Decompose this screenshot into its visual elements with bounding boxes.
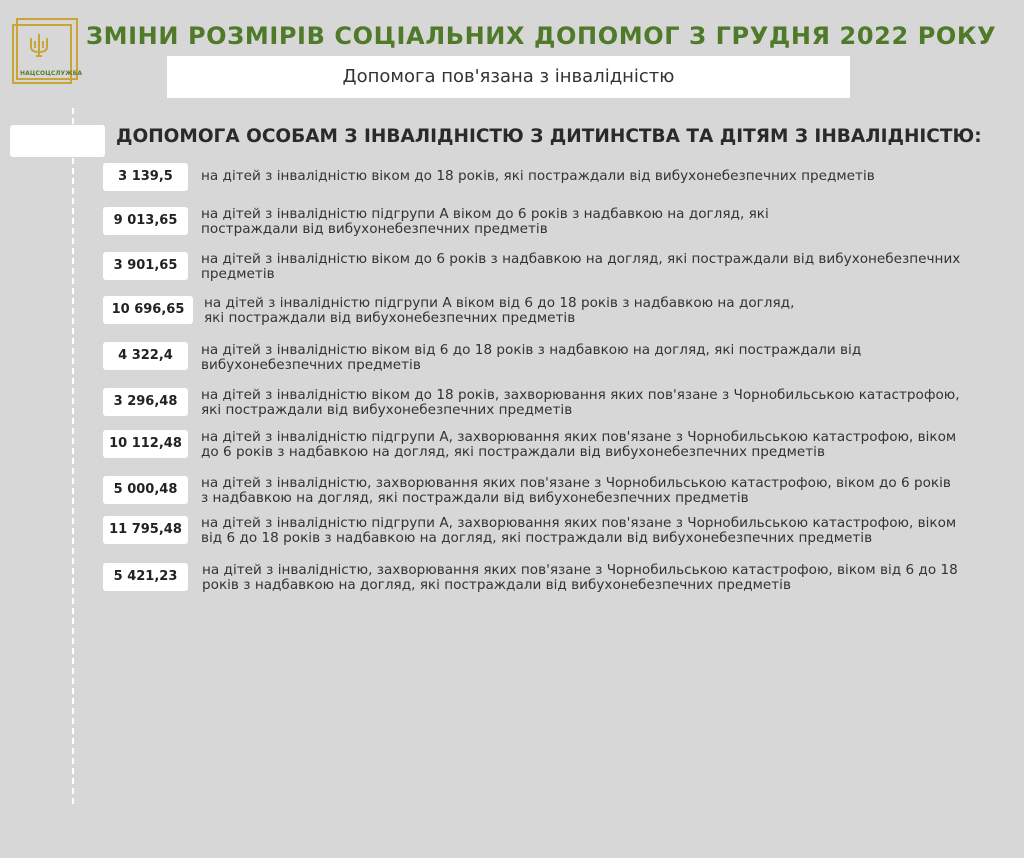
amount-badge: 10 696,65: [103, 296, 193, 324]
amount-badge: 5 421,23: [103, 563, 188, 591]
item-description-line: які постраждали від вибухонебезпечних предметів: [201, 402, 573, 418]
amount-badge: 9 013,65: [103, 207, 188, 235]
item-description: [201, 207, 769, 237]
item-description: [201, 169, 875, 184]
item-description-line: на дітей з інвалідністю підгрупи А, захворювання яких пов'язане з Чорнобильською катастрофою, віком: [201, 515, 957, 531]
item-description-line: з надбавкою на догляд, які постраждали від вибухонебезпечних предметів: [201, 490, 749, 506]
amount-badge: 3 139,5: [103, 163, 188, 191]
item-description-line: на дітей з інвалідністю, захворювання яких пов'язане з Чорнобильською катастрофою, віком від 6 до 18: [202, 562, 958, 578]
item-description: [201, 430, 956, 460]
item-description-line: років з надбавкою на догляд, які постраждали від вибухонебезпечних предметів: [202, 577, 791, 593]
amount-badge: 10 112,48: [103, 430, 188, 458]
item-description: [201, 252, 960, 282]
trident-icon: [26, 32, 52, 58]
item-description: [201, 388, 960, 418]
item-description: [201, 343, 861, 373]
item-description: [201, 516, 956, 546]
section-tab: [10, 125, 105, 157]
item-description: [202, 563, 958, 593]
section-title: ДОПОМОГА ОСОБАМ З ІНВАЛІДНІСТЮ З ДИТИНСТВА ТА ДІТЯМ З ІНВАЛІДНІСТЮ:: [116, 126, 982, 147]
timeline-divider: [72, 108, 74, 804]
logo-brand: НАЦСОЦСЛУЖБА: [20, 70, 83, 77]
item-description-line: які постраждали від вибухонебезпечних предметів: [204, 310, 576, 326]
item-description-line: предметів: [201, 266, 275, 282]
logo: [12, 18, 83, 84]
item-description-line: на дітей з інвалідністю підгрупи А, захворювання яких пов'язане з Чорнобильською катастрофою, віком: [201, 429, 957, 445]
amount-badge: 4 322,4: [103, 342, 188, 370]
item-description-line: вибухонебезпечних предметів: [201, 357, 421, 373]
item-description-line: на дітей з інвалідністю віком до 18 років, захворювання яких пов'язане з Чорнобильською катастрофою,: [201, 387, 960, 403]
item-description-line: від 6 до 18 років з надбавкою на догляд, які постраждали від вибухонебезпечних предметів: [201, 530, 873, 546]
item-description: [201, 476, 951, 506]
item-description: [204, 296, 794, 326]
item-description-line: на дітей з інвалідністю, захворювання яких пов'язане з Чорнобильською катастрофою, віком до 6 років: [201, 475, 951, 491]
page-title: ЗМІНИ РОЗМІРІВ СОЦІАЛЬНИХ ДОПОМОГ З ГРУДНЯ 2022 РОКУ: [86, 22, 997, 50]
amount-badge: 5 000,48: [103, 476, 188, 504]
amount-badge: 3 296,48: [103, 388, 188, 416]
item-description-line: на дітей з інвалідністю віком до 18 років, які постраждали від вибухонебезпечних предметів: [201, 168, 875, 184]
item-description-line: постраждали від вибухонебезпечних предметів: [201, 221, 548, 237]
amount-badge: 3 901,65: [103, 252, 188, 280]
item-description-line: на дітей з інвалідністю підгрупи А віком від 6 до 18 років з надбавкою на догляд,: [204, 295, 795, 311]
item-description-line: на дітей з інвалідністю віком до 6 років з надбавкою на догляд, які постраждали від вибухонебезпечних: [201, 251, 961, 267]
item-description-line: на дітей з інвалідністю підгрупи А віком до 6 років з надбавкою на догляд, які: [201, 206, 769, 222]
amount-badge: 11 795,48: [103, 516, 188, 544]
item-description-line: на дітей з інвалідністю віком від 6 до 18 років з надбавкою на догляд, які постраждали від: [201, 342, 862, 358]
page-subtitle: Допомога пов'язана з інвалідністю: [167, 56, 850, 98]
item-description-line: до 6 років з надбавкою на догляд, які постраждали від вибухонебезпечних предметів: [201, 444, 825, 460]
